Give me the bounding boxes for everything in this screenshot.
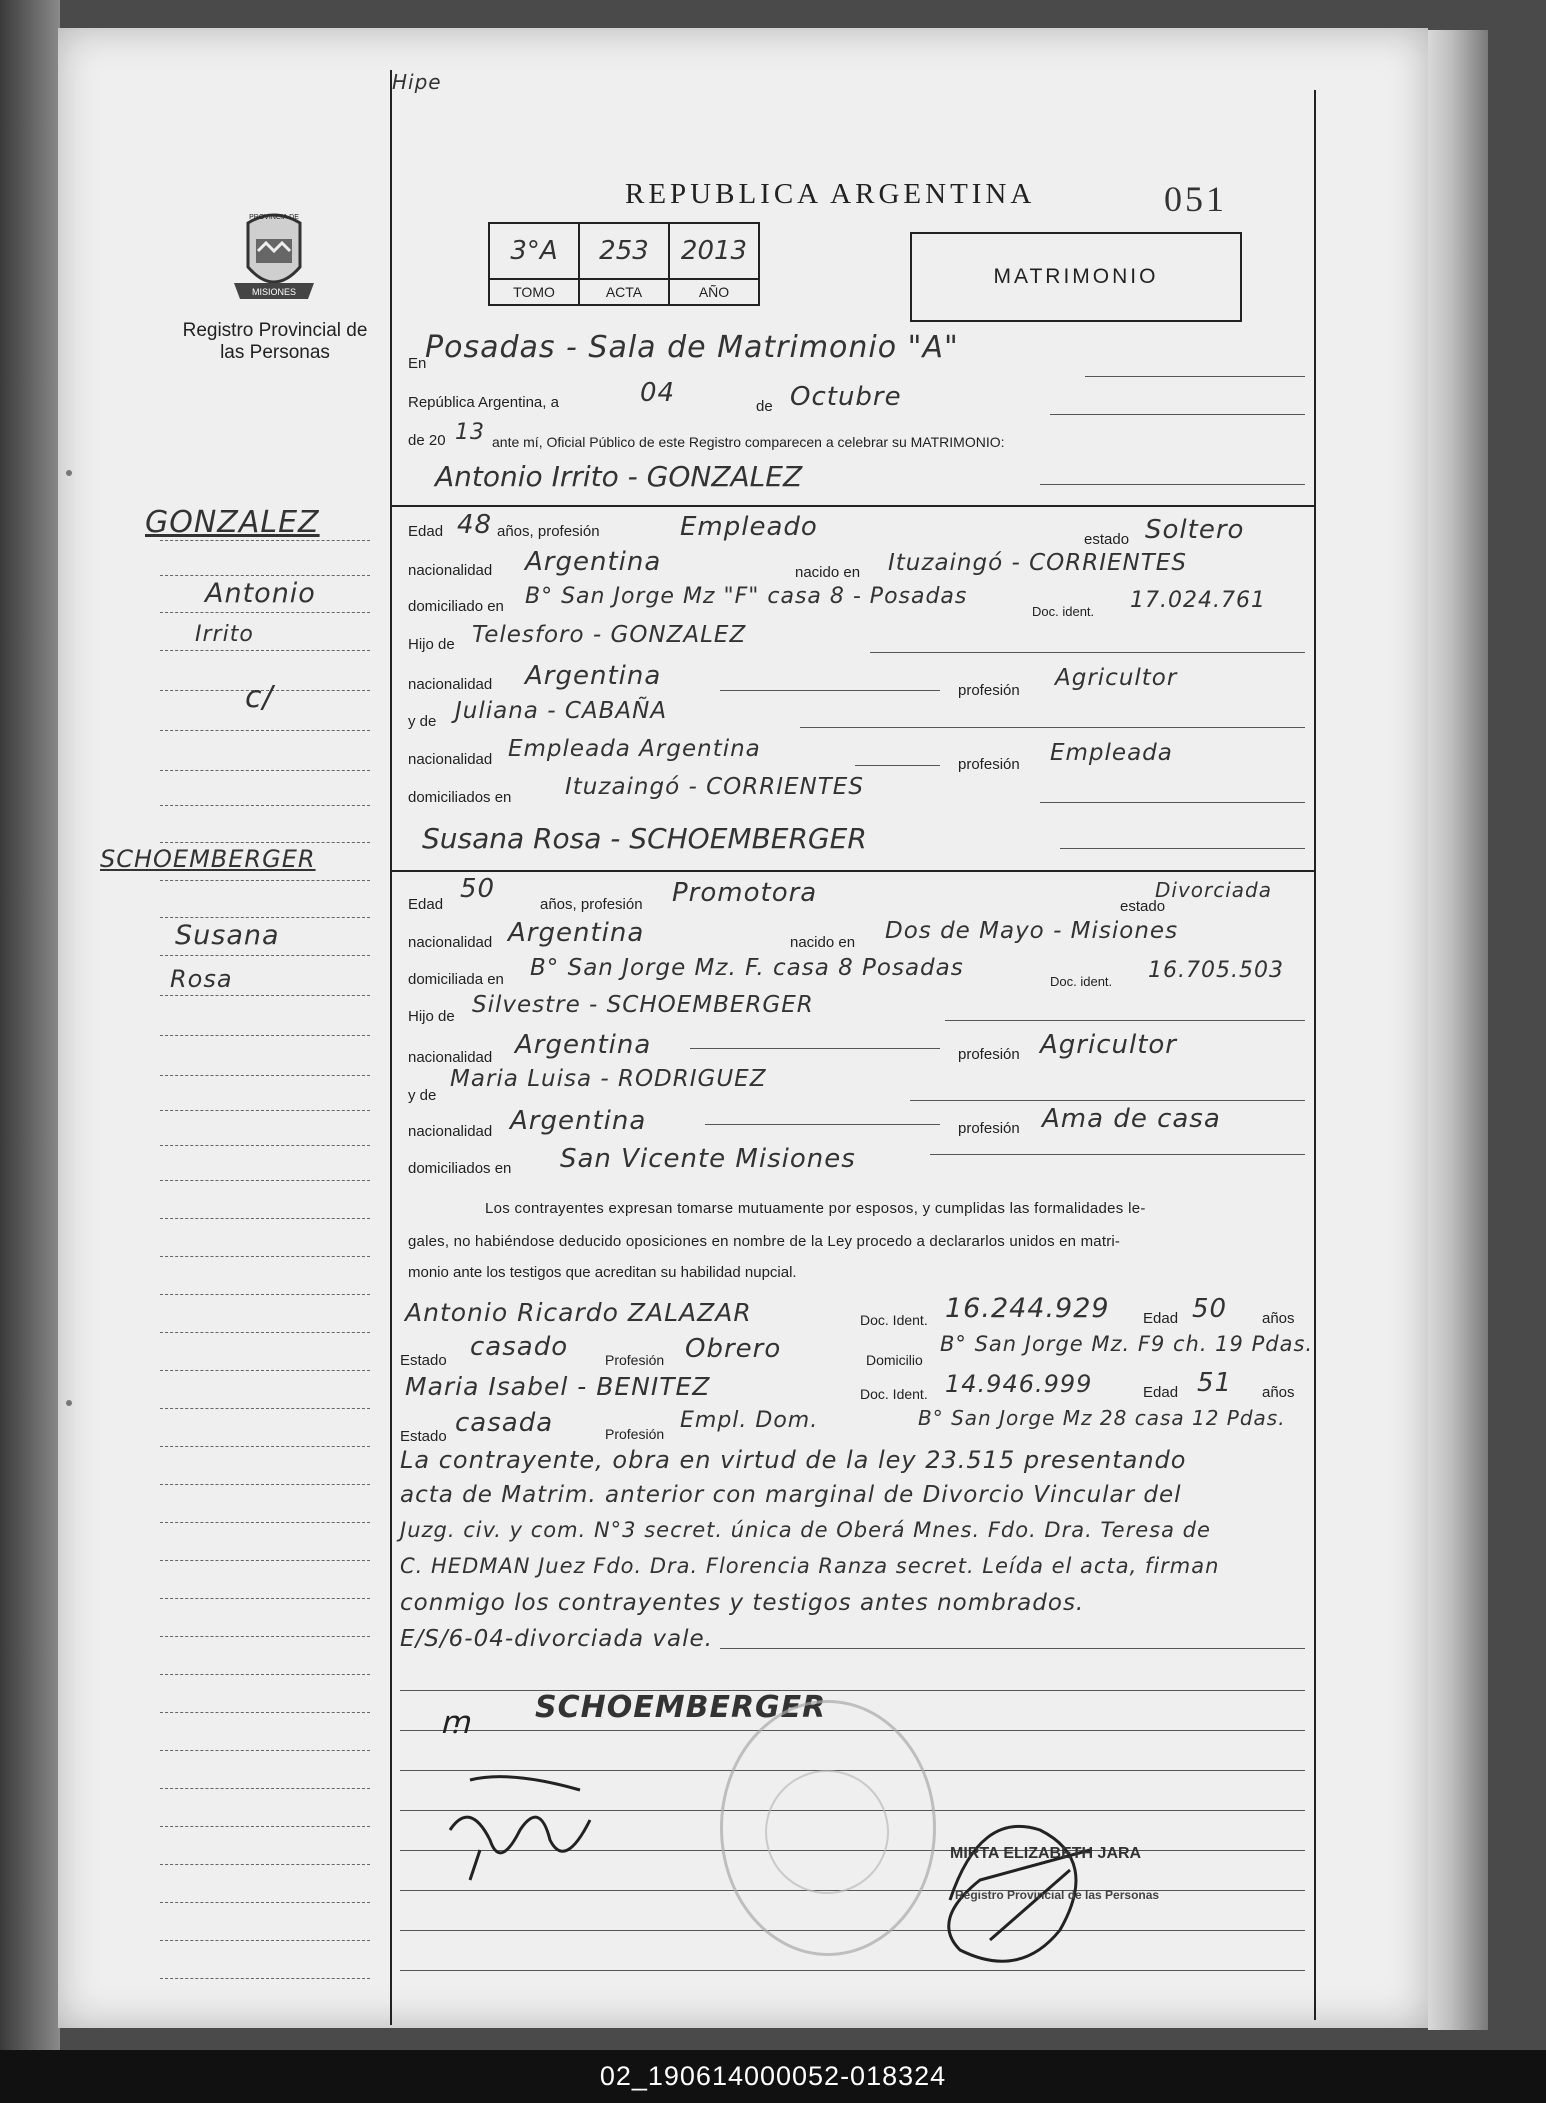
- month-value: Octubre: [790, 382, 902, 412]
- margin-rule: [160, 1636, 370, 1638]
- spouse1-father-nac: Argentina: [525, 661, 662, 691]
- spouse2-full-name: Susana Rosa - SCHOEMBERGER: [422, 822, 867, 855]
- acta-value: 253: [579, 223, 669, 279]
- witness2-profesion: Empl. Dom.: [680, 1408, 819, 1433]
- officer-title: Registro Provincial de las Personas: [955, 1888, 1160, 1902]
- note-line-6: E/S/6-04-divorciada vale.: [400, 1626, 713, 1652]
- document-type-box: MATRIMONIO: [910, 232, 1242, 322]
- rule-line: [400, 1970, 1305, 1971]
- spouse2-domiciliado: B° San Jorge Mz. F. casa 8 Posadas: [530, 955, 964, 981]
- witness1-domicilio: B° San Jorge Mz. F9 ch. 19 Pdas.: [940, 1332, 1314, 1356]
- fill-line: [800, 727, 1305, 728]
- witness1-edad: 50: [1192, 1294, 1228, 1324]
- spouse2-nacido: Dos de Mayo - Misiones: [885, 918, 1179, 944]
- domiciliados-label: domiciliados en: [408, 789, 512, 806]
- fill-line: [855, 765, 940, 766]
- margin-rule: [160, 1522, 370, 1524]
- fill-line: [1085, 376, 1305, 377]
- fill-line: [930, 1154, 1305, 1155]
- spouse1-doc: 17.024.761: [1130, 588, 1266, 613]
- margin-given2a: Susana: [175, 920, 280, 951]
- margin-rule: [160, 1598, 370, 1600]
- mother-nac-label: nacionalidad: [408, 1123, 493, 1140]
- margin-rule: [160, 612, 370, 614]
- anios-profesion-label: años, profesión: [497, 523, 600, 540]
- declaration-line-3: monio ante los testigos que acreditan su habilidad nupcial.: [408, 1264, 797, 1281]
- mother-prof-label: profesión: [958, 1120, 1020, 1137]
- section-divider: [392, 870, 1316, 872]
- spouse1-mother-name: Juliana - CABAÑA: [455, 698, 668, 724]
- estado-label: estado: [1120, 898, 1166, 915]
- margin-surname1: GONZALEZ: [145, 505, 320, 540]
- witness1-estado-label: Estado: [400, 1352, 447, 1369]
- witness1-edad-label: Edad: [1143, 1310, 1179, 1327]
- declaration-line-1: Los contrayentes expresan tomarse mutuamente por esposos, y cumplidas las formalidades le-: [485, 1200, 1146, 1217]
- margin-rule: [160, 1978, 370, 1980]
- witness2-doc-label: Doc. Ident.: [860, 1386, 928, 1402]
- margin-rule: [160, 805, 370, 807]
- place-value: Posadas - Sala de Matrimonio "A": [425, 330, 959, 365]
- yde-label: y de: [408, 1087, 437, 1104]
- misiones-coat-of-arms-icon: [228, 205, 320, 305]
- fill-line: [1060, 848, 1305, 849]
- spouse1-parents-dom: Ituzaingó - CORRIENTES: [565, 774, 864, 800]
- domiciliado-label: domiciliado en: [408, 598, 504, 615]
- fill-line: [690, 1048, 940, 1049]
- logo-bottom-text: MISIONES: [251, 287, 297, 297]
- day-value: 04: [640, 378, 676, 408]
- spouse2-mother-name: Maria Luisa - RODRIGUEZ: [450, 1066, 767, 1092]
- margin-rule: [160, 1145, 370, 1147]
- witness1-doc-label: Doc. Ident.: [860, 1312, 928, 1328]
- spouse2-mother-prof: Ama de casa: [1042, 1104, 1221, 1134]
- binding-hole: [66, 1400, 72, 1406]
- fill-line: [910, 1100, 1305, 1101]
- margin-rule: [160, 1332, 370, 1334]
- spouse2-edad: 50: [460, 874, 496, 904]
- witness-signature: [430, 1760, 610, 1890]
- registry-stamp-inner: [765, 1770, 889, 1894]
- binding-hole: [66, 470, 72, 476]
- page-stack-edge: [1428, 30, 1488, 2030]
- spouse2-father-prof: Agricultor: [1040, 1030, 1177, 1060]
- edad-label: Edad: [408, 896, 444, 913]
- witness2-prof-label: Profesión: [605, 1426, 665, 1442]
- estado-label: estado: [1084, 531, 1130, 548]
- margin-connector: c/: [245, 680, 274, 715]
- margin-rule: [160, 1940, 370, 1942]
- declaration-line-2: gales, no habiéndose deducido oposiciones en nombre de la Ley procedo a declararlos unidos en matri-: [408, 1233, 1121, 1250]
- doc-label: Doc. ident.: [1032, 604, 1095, 619]
- witness1-doc: 16.244.929: [945, 1293, 1110, 1324]
- note-line-5: conmigo los contrayentes y testigos antes nombrados.: [400, 1590, 1085, 1616]
- spouse2-father-nac: Argentina: [515, 1030, 652, 1060]
- edad-label: Edad: [408, 523, 444, 540]
- margin-rule: [160, 842, 370, 844]
- margin-given1a: Antonio: [205, 578, 316, 609]
- margin-given2b: Rosa: [170, 965, 233, 993]
- hijo-label: Hijo de: [408, 1008, 455, 1025]
- margin-rule: [160, 1218, 370, 1220]
- fill-line: [705, 1124, 940, 1125]
- spouse2-mother-nac: Argentina: [510, 1106, 647, 1136]
- witness2-anios-label: años: [1262, 1384, 1295, 1401]
- witness2-name: Maria Isabel - BENITEZ: [405, 1372, 711, 1401]
- margin-divider: [390, 70, 392, 2025]
- hijo-label: Hijo de: [408, 636, 455, 653]
- anio-value: 2013: [669, 223, 759, 279]
- witness2-domicilio: B° San Jorge Mz 28 casa 12 Pdas.: [918, 1406, 1286, 1430]
- spouse1-mother-prof: Empleada: [1050, 740, 1173, 766]
- margin-rule: [160, 1294, 370, 1296]
- margin-rule: [160, 1712, 370, 1714]
- rule-line: [720, 1648, 1305, 1649]
- spouse2-father-name: Silvestre - SCHOEMBERGER: [472, 992, 814, 1018]
- right-border: [1314, 90, 1316, 2020]
- margin-rule: [160, 650, 370, 652]
- spouse1-estado: Soltero: [1145, 515, 1245, 545]
- spouse2-parents-dom: San Vicente Misiones: [560, 1144, 856, 1174]
- margin-rule: [160, 1370, 370, 1372]
- spouse1-nacido: Ituzaingó - CORRIENTES: [888, 550, 1187, 576]
- logo-top-text: PROVINCIA DE: [249, 214, 299, 221]
- doc-label: Doc. ident.: [1050, 974, 1113, 989]
- tomo-label: TOMO: [489, 279, 579, 305]
- year-value: 13: [455, 420, 485, 445]
- spouse1-mother-nac: Empleada Argentina: [508, 736, 761, 762]
- margin-rule: [160, 955, 370, 957]
- margin-surname2: SCHOEMBERGER: [100, 845, 316, 873]
- domiciliado-label: domiciliada en: [408, 971, 504, 988]
- nacido-label: nacido en: [795, 564, 861, 581]
- officer-signature: [920, 1790, 1120, 1980]
- note-line-4: C. HEDMAN Juez Fdo. Dra. Florencia Ranza secret. Leída el acta, firman: [400, 1554, 1220, 1578]
- mother-nac-label: nacionalidad: [408, 751, 493, 768]
- note-line-3: Juzg. civ. y com. N°3 secret. única de Oberá Mnes. Fdo. Dra. Teresa de: [400, 1518, 1211, 1542]
- margin-rule: [160, 1408, 370, 1410]
- margin-rule: [160, 540, 370, 542]
- father-prof-label: profesión: [958, 682, 1020, 699]
- spouse1-domiciliado: B° San Jorge Mz "F" casa 8 - Posadas: [525, 584, 968, 609]
- header-annotation: Hipe: [392, 70, 442, 94]
- margin-rule: [160, 1180, 370, 1182]
- note-line-2: acta de Matrim. anterior con marginal de Divorcio Vincular del: [400, 1482, 1182, 1508]
- spouse2-estado: Divorciada: [1155, 878, 1273, 902]
- note-line-1: La contrayente, obra en virtud de la ley 23.515 presentando: [400, 1446, 1187, 1474]
- de-label: de: [756, 398, 773, 415]
- book-binding: [0, 0, 60, 2050]
- father-nac-label: nacionalidad: [408, 1049, 493, 1066]
- republica-label: República Argentina, a: [408, 394, 559, 411]
- tomo-value: 3°A: [489, 223, 579, 279]
- nacionalidad-label: nacionalidad: [408, 562, 493, 579]
- witness2-doc: 14.946.999: [945, 1370, 1093, 1398]
- spouse1-father-prof: Agricultor: [1055, 665, 1178, 691]
- spouse2-nacionalidad: Argentina: [508, 918, 645, 948]
- father-prof-label: profesión: [958, 1046, 1020, 1063]
- margin-rule: [160, 995, 370, 997]
- margin-rule: [160, 1075, 370, 1077]
- de20-label: de 20: [408, 432, 446, 449]
- witness1-prof-label: Profesión: [605, 1352, 665, 1368]
- spouse1-profesion: Empleado: [680, 512, 818, 542]
- margin-rule: [160, 1035, 370, 1037]
- nacido-label: nacido en: [790, 934, 856, 951]
- margin-rule: [160, 1484, 370, 1486]
- fill-line: [1050, 414, 1305, 415]
- witness1-name: Antonio Ricardo ZALAZAR: [405, 1298, 752, 1327]
- signer1-mark: ꭑ: [440, 1703, 470, 1741]
- margin-rule: [160, 1750, 370, 1752]
- anios-profesion-label: años, profesión: [540, 896, 643, 913]
- signer1-signature: SCHOEMBERGER: [535, 1690, 827, 1725]
- anio-label: AÑO: [669, 279, 759, 305]
- intro-text: ante mí, Oficial Público de este Registro comparecen a celebrar su MATRIMONIO:: [492, 434, 1005, 450]
- spouse2-profesion: Promotora: [672, 878, 818, 908]
- spouse1-father-name: Telesforo - GONZALEZ: [472, 622, 747, 648]
- margin-given1b: Irrito: [195, 622, 254, 647]
- margin-rule: [160, 730, 370, 732]
- witness1-profesion: Obrero: [685, 1334, 782, 1364]
- folio-number: 051: [1164, 179, 1227, 219]
- witness1-dom-label: Domicilio: [866, 1352, 923, 1368]
- tomo-acta-anio-table: [488, 222, 760, 306]
- margin-rule: [160, 1864, 370, 1866]
- fill-line: [945, 1020, 1305, 1021]
- registry-name: Registro Provincial de las Personas: [182, 320, 368, 363]
- fill-line: [1040, 484, 1305, 485]
- margin-rule: [160, 1446, 370, 1448]
- witness2-estado-label: Estado: [400, 1428, 447, 1445]
- witness2-estado: casada: [455, 1408, 554, 1438]
- fill-line: [870, 652, 1305, 653]
- margin-rule: [160, 1902, 370, 1904]
- fill-line: [720, 690, 940, 691]
- section-divider: [392, 505, 1316, 507]
- spouse1-full-name: Antonio Irrito - GONZALEZ: [435, 460, 803, 493]
- image-id-caption: 02_190614000052-018324: [0, 2050, 1546, 2103]
- witness1-anios-label: años: [1262, 1310, 1295, 1327]
- spouse2-doc: 16.705.503: [1148, 958, 1284, 983]
- margin-rule: [160, 1674, 370, 1676]
- nacionalidad-label: nacionalidad: [408, 934, 493, 951]
- margin-rule: [160, 1560, 370, 1562]
- margin-rule: [160, 1788, 370, 1790]
- witness2-edad: 51: [1197, 1368, 1233, 1398]
- father-nac-label: nacionalidad: [408, 676, 493, 693]
- witness2-edad-label: Edad: [1143, 1384, 1179, 1401]
- domiciliados-label: domiciliados en: [408, 1160, 512, 1177]
- fill-line: [1040, 802, 1305, 803]
- spouse1-edad: 48: [457, 510, 493, 540]
- officer-name: MIRTA ELIZABETH JARA: [950, 1845, 1142, 1862]
- yde-label: y de: [408, 713, 437, 730]
- spouse1-nacionalidad: Argentina: [525, 547, 662, 577]
- margin-rule: [160, 575, 370, 577]
- margin-rule: [160, 880, 370, 882]
- margin-rule: [160, 917, 370, 919]
- en-label: En: [408, 355, 427, 372]
- margin-rule: [160, 1110, 370, 1112]
- country-title: REPUBLICA ARGENTINA: [625, 178, 1036, 210]
- acta-label: ACTA: [579, 279, 669, 305]
- margin-rule: [160, 770, 370, 772]
- margin-rule: [160, 1256, 370, 1258]
- margin-rule: [160, 1826, 370, 1828]
- witness1-estado: casado: [470, 1332, 569, 1362]
- mother-prof-label: profesión: [958, 756, 1020, 773]
